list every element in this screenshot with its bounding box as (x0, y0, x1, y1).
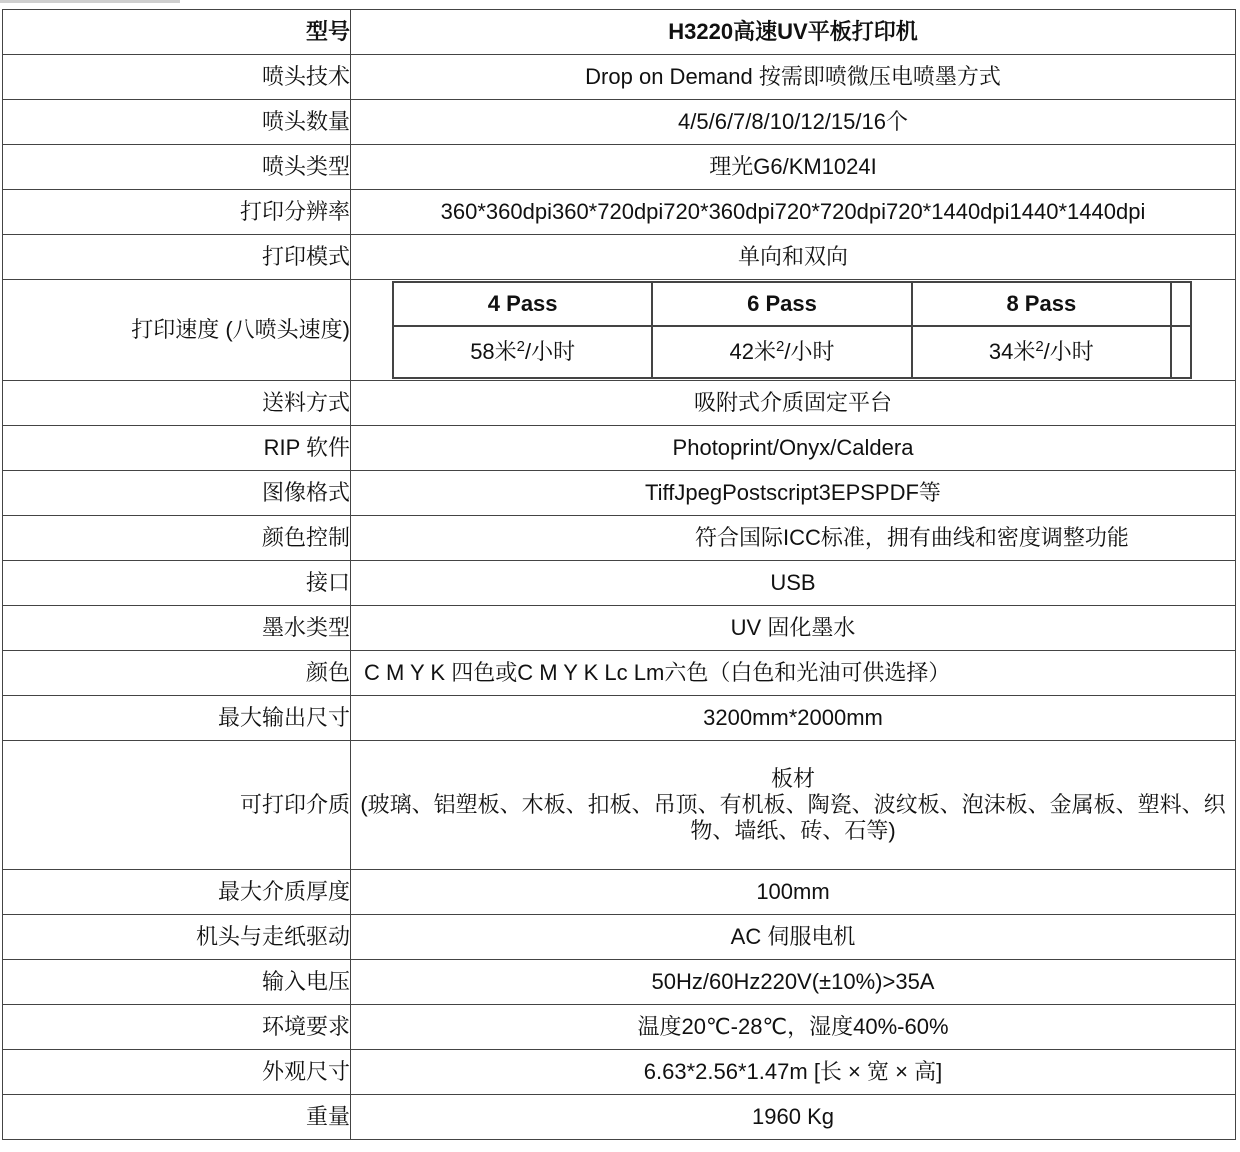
table-row (3, 651, 1236, 696)
row-label: 接口 (3, 561, 351, 606)
row-value: 100mm (351, 870, 1236, 915)
row-value: 50Hz/60Hz220V(±10%)>35A (351, 960, 1236, 1005)
table-row (3, 235, 1236, 280)
table-row (3, 471, 1236, 516)
row-label: 型号 (3, 10, 351, 55)
table-row (3, 870, 1236, 915)
table-row (3, 55, 1236, 100)
table-row (3, 561, 1236, 606)
row-label: 可打印介质 (3, 741, 351, 870)
row-value: 理光G6/KM1024I (351, 145, 1236, 190)
row-value: AC 伺服电机 (351, 915, 1236, 960)
row-label: 颜色控制 (3, 516, 351, 561)
speed-value: 58米$^2$/小时 (393, 326, 652, 378)
row-label: 重量 (3, 1095, 351, 1140)
row-value: C M Y K 四色或C M Y K Lc Lm六色（白色和光油可供选择） (351, 651, 1236, 696)
table-row (3, 606, 1236, 651)
table-row (3, 1050, 1236, 1095)
row-value: 360*360dpi360*720dpi720*360dpi720*720dpi720*1440dpi1440*1440dpi (351, 190, 1236, 235)
table-row (3, 1095, 1236, 1140)
table-row (3, 426, 1236, 471)
row-label: 打印模式 (3, 235, 351, 280)
row-value: 1960 Kg (351, 1095, 1236, 1140)
row-label: 颜色 (3, 651, 351, 696)
speed-value-row (393, 326, 1191, 378)
row-value: 符合国际ICC标准，拥有曲线和密度调整功能 (351, 516, 1236, 561)
media-line: 板材 (770, 766, 815, 791)
speed-header-row (393, 282, 1191, 326)
table-row (3, 960, 1236, 1005)
row-label: 外观尺寸 (3, 1050, 351, 1095)
table-row (3, 381, 1236, 426)
row-value: 4/5/6/7/8/10/12/15/16个 (351, 100, 1236, 145)
row-value: 3200mm*2000mm (351, 696, 1236, 741)
speed-blank-cell (1171, 282, 1191, 326)
row-value: 温度20℃-28℃，湿度40%-60% (351, 1005, 1236, 1050)
top-divider (0, 0, 180, 3)
row-label: 最大输出尺寸 (3, 696, 351, 741)
speed-value: 42米$^2$/小时 (652, 326, 911, 378)
row-label: 机头与走纸驱动 (3, 915, 351, 960)
row-value: 6.63*2.56*1.47m [长 × 宽 × 高] (351, 1050, 1236, 1095)
row-label: 喷头数量 (3, 100, 351, 145)
row-value: 单向和双向 (351, 235, 1236, 280)
row-value: USB (351, 561, 1236, 606)
table-row-media (3, 741, 1236, 870)
row-label: 输入电压 (3, 960, 351, 1005)
model-name: H3220高速UV平板打印机 (351, 10, 1236, 55)
table-row (3, 915, 1236, 960)
table-row-speed (3, 280, 1236, 381)
row-value: 吸附式介质固定平台 (351, 381, 1236, 426)
row-label: 图像格式 (3, 471, 351, 516)
pass-header: 6 Pass (652, 282, 911, 326)
table-row (3, 190, 1236, 235)
row-value: UV 固化墨水 (351, 606, 1236, 651)
pass-header: 4 Pass (393, 282, 652, 326)
table-row (3, 100, 1236, 145)
row-value: Photoprint/Onyx/Caldera (351, 426, 1236, 471)
row-value: TiffJpegPostscript3EPSPDF等 (351, 471, 1236, 516)
row-label: 最大介质厚度 (3, 870, 351, 915)
speed-blank-cell (1171, 326, 1191, 378)
spec-table (2, 9, 1236, 1140)
pass-header: 8 Pass (912, 282, 1171, 326)
table-row (3, 1005, 1236, 1050)
row-label: RIP 软件 (3, 426, 351, 471)
row-label: 送料方式 (3, 381, 351, 426)
row-label: 墨水类型 (3, 606, 351, 651)
media-value (351, 741, 1236, 870)
row-label: 打印速度 (八喷头速度) (3, 280, 351, 381)
speed-table (392, 281, 1192, 379)
row-label: 喷头类型 (3, 145, 351, 190)
speed-cell (351, 280, 1236, 381)
table-row (3, 145, 1236, 190)
row-label: 喷头技术 (3, 55, 351, 100)
row-value: Drop on Demand 按需即喷微压电喷墨方式 (351, 55, 1236, 100)
row-label: 环境要求 (3, 1005, 351, 1050)
table-row-model (3, 10, 1236, 55)
row-label: 打印分辨率 (3, 190, 351, 235)
media-detail: (玻璃、铝塑板、木板、扣板、吊顶、有机板、陶瓷、波纹板、泡沫板、金属板、塑料、织物、墙纸、砖、石等) (360, 792, 1226, 843)
table-row (3, 696, 1236, 741)
table-row (3, 516, 1236, 561)
speed-value: 34米$^2$/小时 (912, 326, 1171, 378)
